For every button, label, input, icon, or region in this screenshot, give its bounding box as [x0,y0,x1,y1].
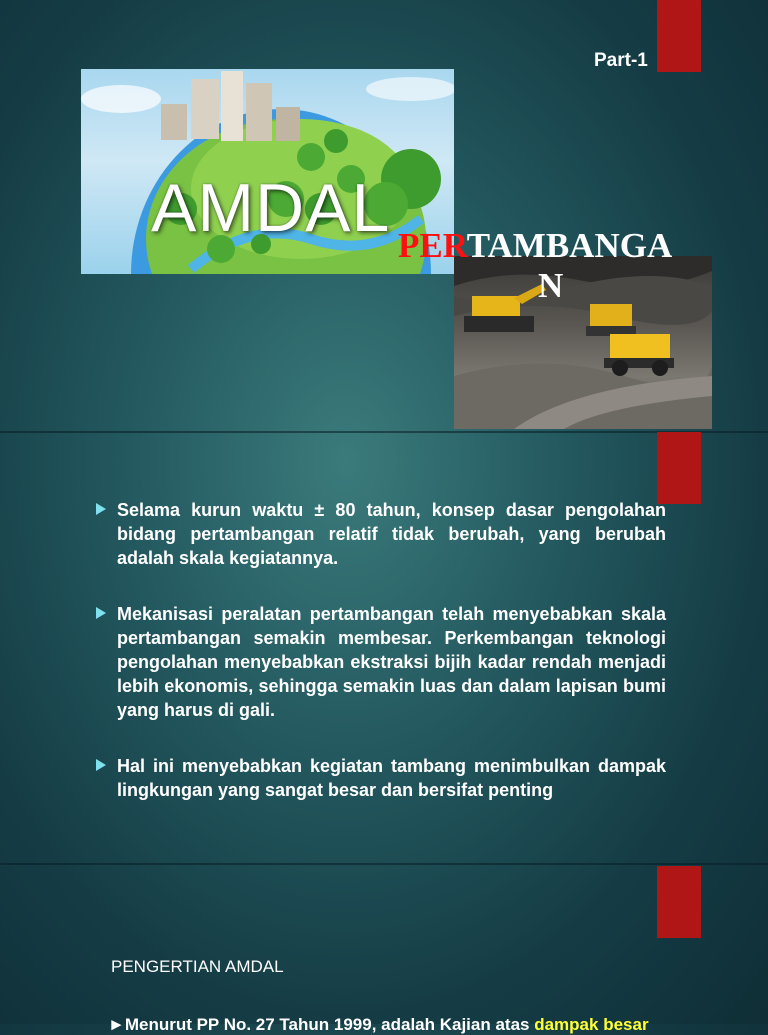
definition-text [108,1015,698,1035]
slide-2 [0,432,768,864]
bullet-text: Mekanisasi peralatan pertambangan telah menyebabkan skala pertambangan semakin membesar. Perkembangan teknologi pengolahan menyebabkan ekstraksi bijih kadar rendah menjadi lebih ekonomis, sehingga semakin luas dan dalam lapisan bumi yang harus di gali. [117,604,666,720]
bullet-text: Hal ini menyebabkan kegiatan tambang menimbulkan dampak lingkungan yang sangat besar dan bersifat penting [117,756,666,800]
bullet-text: Selama kurun waktu ± 80 tahun, konsep dasar pengolahan bidang pertambangan relatif tidak berubah, yang berubah adalah skala kegiatannya. [117,500,666,568]
mining-title-red: PER [398,226,467,265]
red-accent-tab [657,432,701,504]
part-label: Part-1 [594,50,648,71]
bullet-item [96,498,666,570]
amdal-image-word: AMDAL [151,170,391,246]
bullet-arrow-icon [96,503,106,515]
slide-1 [0,0,768,432]
bullet-arrow-icon [96,607,106,619]
mining-title [398,224,708,308]
bullet-arrow-icon [96,759,106,771]
red-accent-tab [657,866,701,938]
bullet-arrow-icon: ► [108,1015,125,1034]
section-title: PENGERTIAN AMDAL [111,957,284,976]
mining-title-continuation: N [538,265,564,305]
slide-3 [0,864,768,1034]
definition-start: Menurut PP No. 27 Tahun 1999, adalah Kajian atas [124,1015,535,1034]
bullet-item [96,602,666,722]
red-accent-tab [657,0,701,72]
bullet-list [96,498,666,834]
definition-highlight: dampak besar [534,1015,649,1034]
bullet-item [96,754,666,802]
mining-title-white: TAMBANGA [466,226,673,265]
